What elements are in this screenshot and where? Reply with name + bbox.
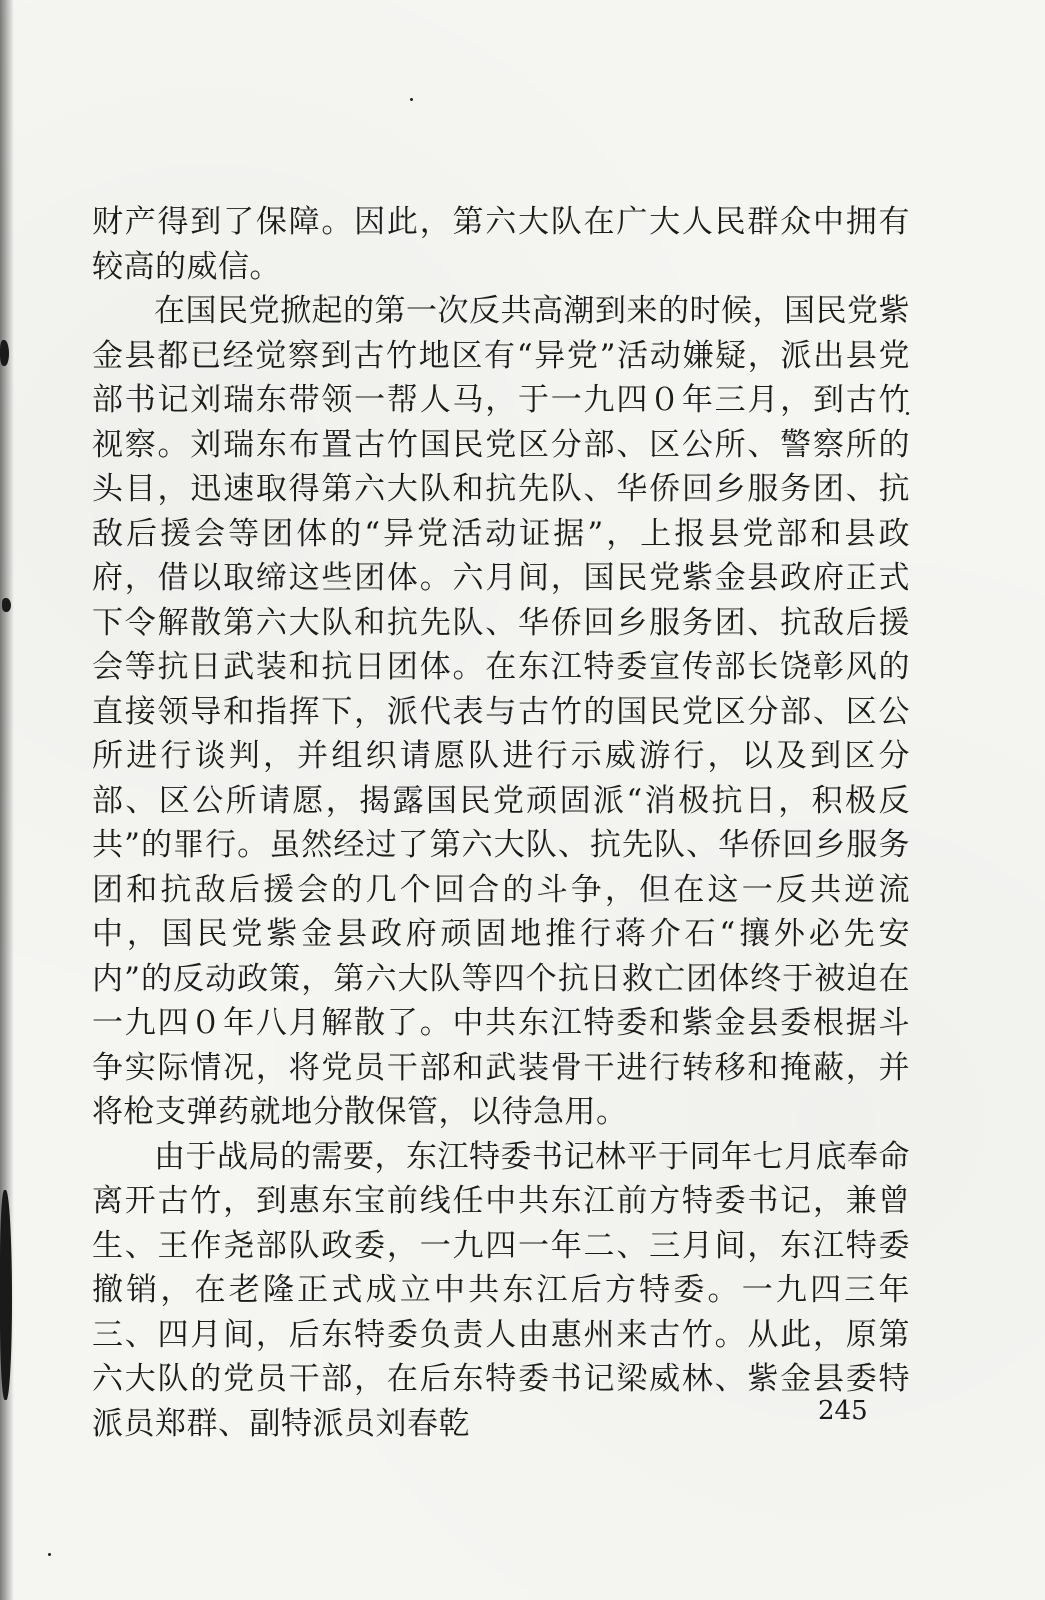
- ink-blot: [2, 598, 11, 612]
- ink-speck: [410, 98, 413, 101]
- body-text: [92, 200, 910, 1446]
- paragraph-1: 财产得到了保障。因此，第六大队在广大人民群众中拥有较高的威信。: [92, 204, 910, 285]
- page-number: 245: [818, 1396, 868, 1426]
- ink-blot: [0, 340, 9, 366]
- ink-blot: [0, 1190, 12, 1400]
- paragraph-3: 由于战局的需要，东江特委书记林平于同年七月底奉命离开古竹，到惠东宝前线任中共东江前方特委书记，兼曾生、王作尧部队政委，一九四一年二、三月间，东江特委撤销，在老隆正式成立中共东江后方特委。一九四三年三、四月间，后东特委负责人由惠州来古竹。从此，原第六大队的党员干部，在后东特委书记梁威林、紫金县委特派员郑群、副特派员刘春乾: [92, 1138, 910, 1442]
- ink-speck: [48, 1553, 51, 1556]
- paragraph-2: 在国民党掀起的第一次反共高潮到来的时候，国民党紫金县都已经觉察到古竹地区有“异党”活动嫌疑，派出县党部书记刘瑞东带领一帮人马，于一九四０年三月，到古竹视察。刘瑞东布置古竹国民党区分部、区公所、警察所的头目，迅速取得第六大队和抗先队、华侨回乡服务团、抗敌后援会等团体的“异党活动证据”，上报县党部和县政府，借以取缔这些团体。六月间，国民党紫金县政府正式下令解散第六大队和抗先队、华侨回乡服务团、抗敌后援会等抗日武装和抗日团体。在东江特委宣传部长饶彰风的直接领导和指挥下，派代表与古竹的国民党区分部、区公所进行谈判，并组织请愿队进行示威游行，以及到区分部、区公所请愿，揭露国民党顽固派“消极抗日，积极反共”的罪行。虽然经过了第六大队、抗先队、华侨回乡服务团和抗敌后援会的几个回合的斗争，但在这一反共逆流中，国民党紫金县政府顽固地推行蒋介石“攘外必先安内”的反动政策，第六大队等四个抗日救亡团体终于被迫在一九四０年八月解散了。中共东江特委和紫金县委根据斗争实际情况，将党员干部和武装骨干进行转移和掩蔽，并将枪支弹药就地分散保管，以待急用。: [92, 293, 910, 1130]
